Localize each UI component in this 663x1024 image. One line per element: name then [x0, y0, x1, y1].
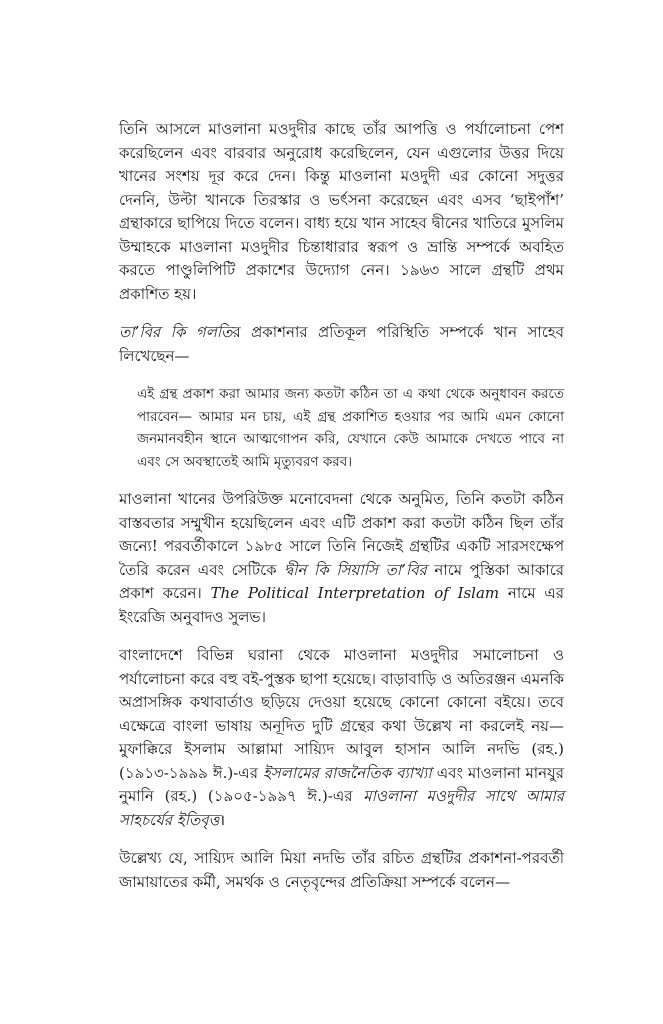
paragraph-4-text-a: বাংলাদেশে বিভিন্ন ঘরানা থেকে মাওলানা মওদুদীর সমালোচনা ও পর্যালোচনা করে বহু বই-পুস্তক ছাপা হয়েছে। বাড়াবাড়ি ও অতিরঞ্জন এমনকি অপ্রাসঙ্গিক কথাবার্তাও ছড়িয়ে দেওয়া হয়েছে কোনো কোনো বইয়ে। তবে এক্ষেত্রে বাংলা ভাষায় অনূদিত দুটি গ্রন্থের কথা উল্লেখ না করলেই নয়— মুফাক্কিরে ইসলাম আল্লামা সায়্যিদ আবুল হাসান আলি নদভি (রহ.) (১৯১৩-১৯৯৯ ঈ.)-এর: [119, 646, 564, 782]
book-title-maududir-sathe: মাওলানা মওদুদীর সাথে আমার সাহচর্যের ইতিবৃত্ত: [119, 787, 564, 829]
paragraph-1: তিনি আসলে মাওলানা মওদুদীর কাছে তাঁর আপত্তি ও পর্যালোচনা পেশ করেছিলেন এবং বারবার অনুরোধ করেছিলেন, যেন এগুলোর উত্তর দিয়ে খানের সংশয় দূর করে দেন। কিন্তু মাওলানা মওদুদী এর কোনো সদুত্তর দেননি, উল্টা খানকে তিরস্কার ও ভর্ৎসনা করেছেন এবং এসব ‘ছাইপাঁশ’ গ্রন্থাকারে ছাপিয়ে দিতে বলেন। বাধ্য হয়ে খান সাহেব দ্বীনের খাতিরে মুসলিম উম্মাহকে মাওলানা মওদুদীর চিন্তাধারার স্বরূপ ও ভ্রান্তি সম্পর্কে অবহিত করতে পাণ্ডুলিপিটি প্রকাশের উদ্যোগ নেন। ১৯৬৩ সালে গ্রন্থটি প্রথম প্রকাশিত হয়।: [119, 120, 564, 303]
page-body: [119, 118, 564, 909]
paragraph-3-text-a: মাওলানা খানের উপরিউক্ত মনোবেদনা থেকে অনুমিত, তিনি কতটা কঠিন বাস্তবতার সম্মুখীন হয়েছিলেন এবং এটি প্রকাশ করা কতটা কঠিন ছিল তাঁর জন্যে! পরবর্তীকালে ১৯৮৫ সালে তিনি নিজেই গ্রন্থটির একটি সারসংক্ষেপ তৈরি করেন এবং সেটিকে: [119, 490, 564, 579]
book-title-deen-ki-siyasi-tabir: দ্বীন কি সিয়াসি তা’বির: [284, 560, 427, 579]
block-quote: এই গ্রন্থ প্রকাশ করা আমার জন্য কতটা কঠিন তা এ কথা থেকে অনুধাবন করতে পারবেন— আমার মন চায়, এই গ্রন্থ প্রকাশিত হওয়ার পর আমি এমন কোনো জনমানবহীন স্থানে আত্মগোপন করি, যেখানে কেউ আমাকে দেখতে পাবে না এবং সে অবস্থাতেই আমি মৃত্যুবরণ করব।: [137, 386, 564, 470]
english-book-title: The Political Interpretation of Islam: [210, 584, 500, 602]
paragraph-4: [119, 644, 564, 832]
paragraph-5: উল্লেখ্য যে, সায়্যিদ আলি মিয়া নদভি তাঁর রচিত গ্রন্থটির প্রকাশনা-পরবর্তী জামায়াতের কর্মী, সমর্থক ও নেতৃবৃন্দের প্রতিক্রিয়া সম্পর্কে বলেন—: [119, 849, 564, 891]
book-title-islamer-rajnoitik-byakhya: ইসলামের রাজনৈতিক ব্যাখ্যা: [262, 763, 432, 782]
paragraph-3-text-c: নামে এর ইংরেজি অনুবাদও সুলভ।: [119, 584, 564, 626]
book-title-tabir-ki-galti: তা’বির কি গলতি: [119, 323, 233, 341]
paragraph-3-text-b: নামে পুস্তিকা আকারে প্রকাশ করেন।: [119, 560, 565, 602]
paragraph-4-text-c: ।: [219, 810, 226, 829]
paragraph-2-text: র প্রকাশনার প্রতিকূল পরিস্থিতি সম্পর্কে খান সাহেব লিখেছেন—: [119, 323, 565, 365]
paragraph-4-text-b: এবং মাওলানা মানযুর নুমানি (রহ.) (১৯০৫-১৯৯৭ ঈ.)-এর: [119, 763, 565, 805]
paragraph-3: [119, 488, 564, 629]
paragraph-2: [119, 321, 564, 368]
